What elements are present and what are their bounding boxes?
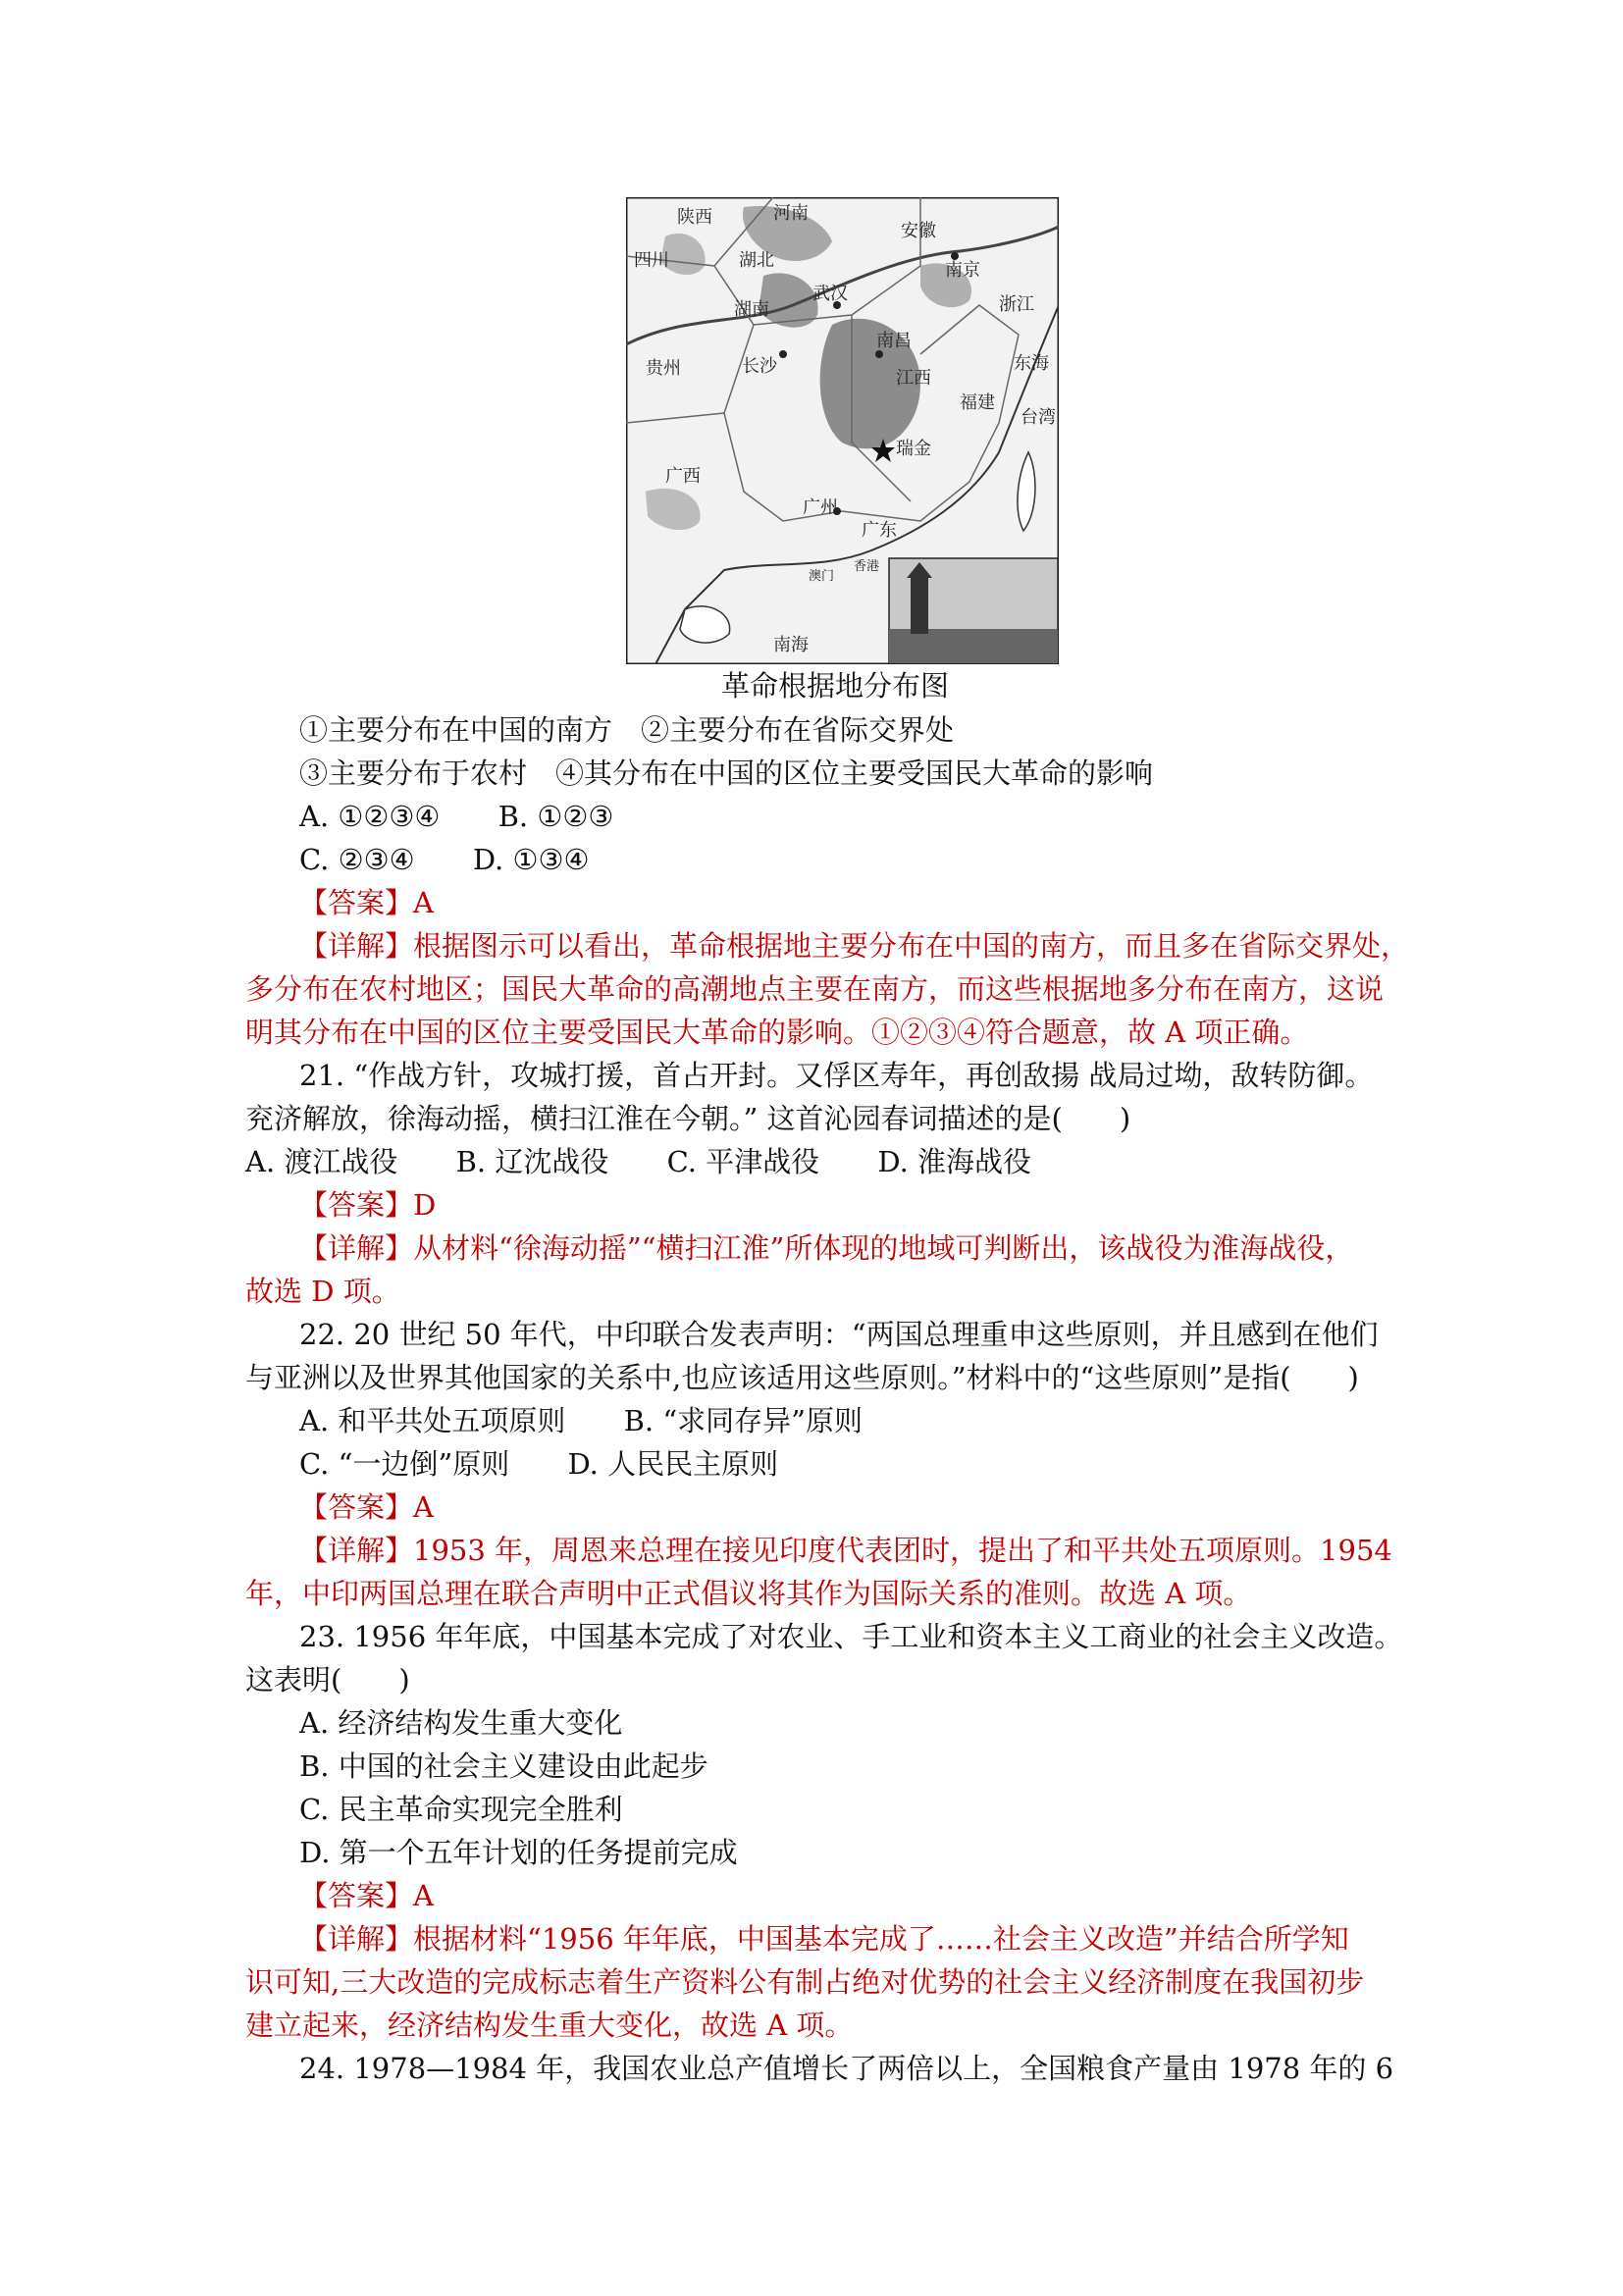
detail-text: 根据图示可以看出，革命根据地主要分布在中国的南方，而且多在省际交界处， <box>413 929 1410 963</box>
q20-option-c: C. ②③④ <box>299 843 415 876</box>
map-label: 浙江 <box>999 294 1034 315</box>
q22-option-b: B. “求同存异”原则 <box>623 1404 864 1437</box>
map-label: 南海 <box>773 635 809 655</box>
map-label: 台湾 <box>1021 407 1056 428</box>
revolutionary-base-map <box>626 197 1059 664</box>
q20-option-a: A. ①②③④ <box>299 800 441 833</box>
map-label: 广西 <box>665 466 701 487</box>
q22-stem-2: 与亚洲以及世界其他国家的关系中,也应该适用这些原则。”材料中的“这些原则”是指( ) <box>245 1361 1359 1394</box>
detail-tag: 【详解】 <box>299 1534 414 1567</box>
map-label: 长沙 <box>742 356 777 377</box>
map-caption: 革命根据地分布图 <box>721 669 950 703</box>
map-label: 湖南 <box>734 299 769 320</box>
map-label: 瑞金 <box>896 439 931 459</box>
q22-stem-1: 22. 20 世纪 50 年代，中印联合发表声明：“两国总理重申这些原则，并且感到在他们 <box>299 1318 1379 1351</box>
detail-tag: 【详解】 <box>299 1231 414 1265</box>
answer-tag: 【答案】 <box>299 886 414 919</box>
q23-detail-3: 建立起来，经济结构发生重大变化，故选 A 项。 <box>245 2009 854 2042</box>
q22-answer <box>299 1487 434 1528</box>
changsha-marker <box>779 350 787 358</box>
map-label: 南昌 <box>876 331 912 351</box>
q21-detail-2: 故选 D 项。 <box>245 1275 400 1308</box>
map-label: 广东 <box>862 520 897 541</box>
answer-value: A <box>413 886 434 919</box>
map-label: 湖北 <box>739 250 774 271</box>
q21-detail-1 <box>299 1227 1353 1269</box>
q23-stem-1: 23. 1956 年年底，中国基本完成了对农业、手工业和资本主义工商业的社会主义改造。 <box>299 1620 1403 1653</box>
q20-statements-1: ①主要分布在中国的南方 ②主要分布在省际交界处 <box>299 713 955 747</box>
answer-value: A <box>413 1879 434 1912</box>
map-label: 陕西 <box>677 207 712 228</box>
answer-value: D <box>413 1188 437 1222</box>
q24-stem-1: 24. 1978—1984 年，我国农业总产值增长了两倍以上，全国粮食产量由 1978 年的 6 <box>299 2052 1394 2085</box>
q23-detail-2: 识可知,三大改造的完成标志着生产资料公有制占绝对优势的社会主义经济制度在我国初步 <box>245 1965 1365 1999</box>
q21-stem-2: 兖济解放，徐海动摇，横扫江淮在今朝。” 这首沁园春词描述的是( ) <box>245 1102 1131 1135</box>
q20-option-d: D. ①③④ <box>472 843 590 876</box>
q22-option-a: A. 和平共处五项原则 <box>299 1404 566 1437</box>
q23-option-a: A. 经济结构发生重大变化 <box>299 1706 623 1740</box>
q22-detail-1 <box>299 1530 1392 1571</box>
q23-option-d: D. 第一个五年计划的任务提前完成 <box>299 1836 738 1869</box>
q20-statements-2: ③主要分布于农村 ④其分布在中国的区位主要受国民大革命的影响 <box>299 757 1154 790</box>
q23-detail-1 <box>299 1918 1349 1959</box>
q21-option-a: A. 渡江战役 <box>245 1145 398 1178</box>
q23-option-b: B. 中国的社会主义建设由此起步 <box>299 1749 708 1783</box>
map-label: 江西 <box>896 368 931 389</box>
answer-tag: 【答案】 <box>299 1490 414 1524</box>
detail-text: 从材料“徐海动摇”“横扫江淮”所体现的地域可判断出，该战役为淮海战役， <box>413 1231 1354 1265</box>
detail-tag: 【详解】 <box>299 1922 414 1956</box>
answer-value: A <box>413 1490 434 1524</box>
q23-stem-2: 这表明( ) <box>245 1663 410 1696</box>
detail-text: 根据材料“1956 年年底，中国基本完成了……社会主义改造”并结合所学知 <box>413 1922 1349 1956</box>
q22-options-cd <box>299 1443 778 1485</box>
q20-options-cd <box>299 839 589 880</box>
q20-option-b: B. ①②③ <box>497 800 614 833</box>
map-label: 香港 <box>854 559 880 574</box>
q20-detail-3: 明其分布在中国的区位主要受国民大革命的影响。①②③④符合题意，故 A 项正确。 <box>245 1016 1309 1049</box>
q22-detail-2: 年，中印两国总理在联合声明中正式倡议将其作为国际关系的准则。故选 A 项。 <box>245 1577 1252 1610</box>
detail-tag: 【详解】 <box>299 929 414 963</box>
map-label: 澳门 <box>809 569 835 584</box>
q20-detail-1 <box>299 925 1409 966</box>
q22-option-c: C. “一边倒”原则 <box>299 1447 510 1481</box>
q21-options <box>245 1141 1031 1182</box>
q21-option-d: D. 淮海战役 <box>877 1145 1032 1178</box>
map-label: 东海 <box>1014 353 1049 374</box>
map-label: 四川 <box>634 250 669 271</box>
q23-answer <box>299 1875 434 1916</box>
q23-option-c: C. 民主革命实现完全胜利 <box>299 1793 623 1826</box>
nanjing-marker <box>951 252 959 260</box>
map-label: 南京 <box>945 260 980 281</box>
q22-options-ab <box>299 1400 863 1441</box>
q21-option-b: B. 辽沈战役 <box>455 1145 609 1178</box>
detail-text: 1953 年，周恩来总理在接见印度代表团时，提出了和平共处五项原则。1954 <box>413 1534 1392 1567</box>
q20-answer <box>299 882 434 923</box>
q22-option-d: D. 人民民主原则 <box>567 1447 779 1481</box>
map-label: 福建 <box>960 392 995 413</box>
q20-detail-2: 多分布在农村地区；国民大革命的高潮地点主要在南方，而这些根据地多分布在南方，这说 <box>245 972 1385 1006</box>
q21-answer <box>299 1184 436 1226</box>
nanchang-marker <box>875 350 883 358</box>
q21-stem-1: 21. “作战方针，攻城打援，首占开封。又俘区寿年，再创敌揚 战局过坳，敌转防御。 <box>299 1059 1374 1092</box>
map-label: 贵州 <box>646 358 681 379</box>
map-label: 河南 <box>773 203 809 224</box>
q21-option-c: C. 平津战役 <box>666 1145 820 1178</box>
map-label: 武汉 <box>812 284 848 304</box>
answer-tag: 【答案】 <box>299 1188 414 1222</box>
q20-options-ab <box>299 796 613 837</box>
map-label: 安徽 <box>901 221 936 241</box>
answer-tag: 【答案】 <box>299 1879 414 1912</box>
map-label: 广州 <box>803 497 838 518</box>
